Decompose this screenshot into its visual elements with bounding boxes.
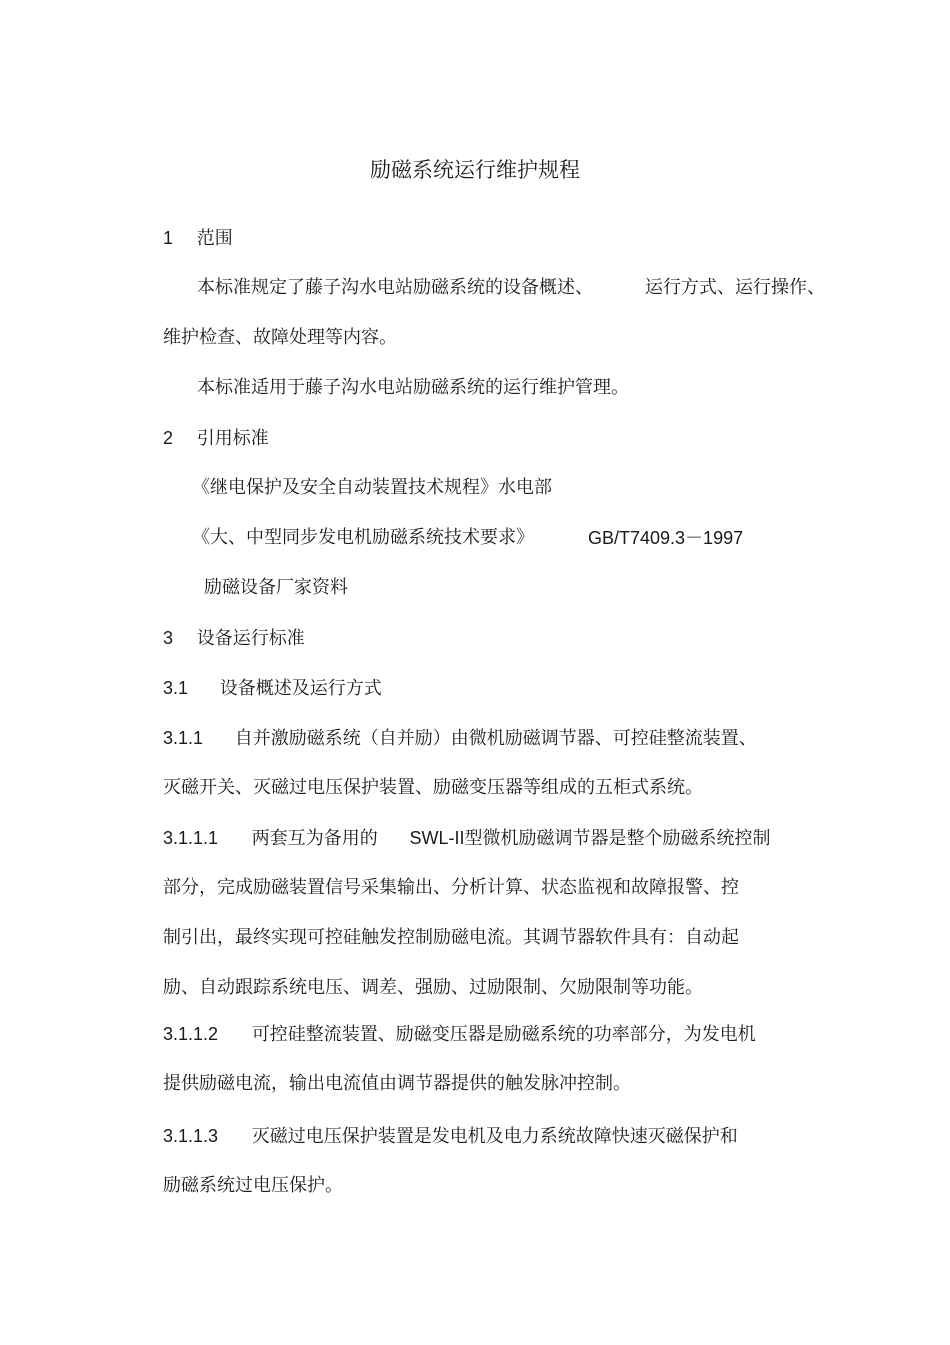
section-number: 3.1.1 (163, 728, 204, 748)
section-3-1-1-1-line-4: 励、自动跟踪系统电压、调差、强励、过励限制、欠励限制等功能。 (163, 977, 703, 998)
section-3-1-1-3-line-1 (163, 1124, 738, 1149)
section-title: 范围 (196, 228, 233, 249)
paragraph-text: 灭磁过电压保护装置是发电机及电力系统故障快速灭磁保护和 (251, 1126, 738, 1147)
document-title: 励磁系统运行维护规程 (370, 158, 580, 182)
model-code: SWL-II (409, 828, 465, 848)
section-3-1-1-1-line-2: 部分，完成励磁装置信号采集输出、分析计算、状态监视和故障报警、控 (163, 877, 739, 898)
section-title: 引用标准 (196, 428, 269, 449)
reference-item-3: 励磁设备厂家资料 (204, 577, 348, 598)
section-3-1-1-3-line-2: 励磁系统过电压保护。 (163, 1175, 343, 1196)
section-3-heading (163, 626, 305, 651)
section-number: 3.1.1.3 (163, 1126, 219, 1146)
paragraph-text: 两套互为备用的 (251, 828, 378, 849)
section-3-1-1-2-line-1 (163, 1022, 756, 1047)
reference-item-2-code: GB/T7409.3－1997 (588, 528, 744, 548)
section-number: 3.1.1.2 (163, 1024, 219, 1044)
paragraph-applicability: 本标准适用于藤子沟水电站励磁系统的运行维护管理。 (197, 377, 629, 398)
paragraph-scope-line-1b: 运行方式、运行操作、 (645, 277, 825, 298)
section-2-heading (163, 426, 269, 451)
section-number: 3.1.1.1 (163, 828, 219, 848)
section-title: 设备概述及运行方式 (219, 678, 382, 699)
reference-item-2-title: 《大、中型同步发电机励磁系统技术要求》 (192, 527, 534, 548)
section-3-1-1-1-line-3: 制引出，最终实现可控硅触发控制励磁电流。其调节器软件具有：自动起 (163, 927, 739, 948)
section-3-1-1-line-1 (163, 726, 757, 751)
paragraph-text: 型微机励磁调节器是整个励磁系统控制 (464, 828, 771, 849)
paragraph-text: 自并激励磁系统（自并励）由微机励磁调节器、可控硅整流装置、 (234, 728, 757, 749)
paragraph-scope-line-1a: 本标准规定了藤子沟水电站励磁系统的设备概述、 (197, 277, 593, 298)
section-3-1-heading (163, 676, 382, 701)
section-number: 2 (163, 428, 174, 448)
paragraph-scope-line-2: 维护检查、故障处理等内容。 (163, 327, 397, 348)
section-number: 3 (163, 628, 174, 648)
reference-item-1: 《继电保护及安全自动装置技术规程》水电部 (192, 477, 552, 498)
paragraph-text: 可控硅整流装置、励磁变压器是励磁系统的功率部分，为发电机 (251, 1024, 756, 1045)
section-number: 3.1 (163, 678, 189, 698)
section-3-1-1-1-line-1 (163, 826, 771, 851)
section-3-1-1-2-line-2: 提供励磁电流，输出电流值由调节器提供的触发脉冲控制。 (163, 1073, 631, 1094)
section-title: 设备运行标准 (196, 628, 305, 649)
section-1-heading (163, 226, 233, 251)
section-number: 1 (163, 228, 174, 248)
section-3-1-1-line-2: 灭磁开关、灭磁过电压保护装置、励磁变压器等组成的五柜式系统。 (163, 777, 703, 798)
